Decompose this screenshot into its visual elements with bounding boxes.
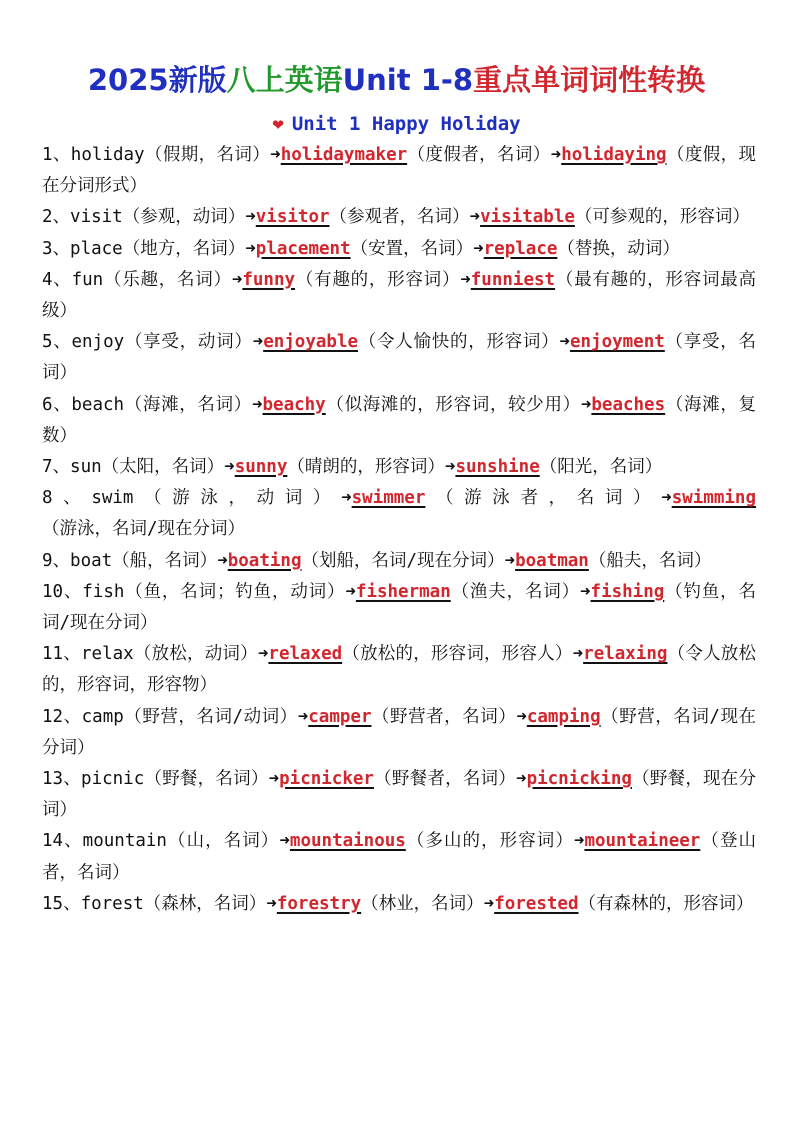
derived-word-note: （野餐，现在分词） [42,769,757,821]
arrow-icon: ➜ [297,706,309,727]
list-item [42,889,756,920]
base-word: 6、beach（海滩，名词） [42,394,252,415]
derived-word-note: （安置，名词） [350,238,474,259]
derived-word-note: （渔夫，名词） [450,581,580,602]
base-word: 4、fun（乐趣，名词） [42,269,232,290]
base-word: 1、holiday（假期，名词） [42,145,271,165]
derived-word-note: （船夫，名词） [588,550,712,571]
derived-word: camper [308,706,372,727]
list-item [42,234,756,265]
derived-word-note: （可参观的，形容词） [574,207,750,228]
derived-word: boatman [515,550,589,571]
arrow-icon: ➜ [516,769,527,790]
derived-word-note: （林业，名词） [361,893,484,914]
arrow-icon: ➜ [444,457,456,478]
base-word: 7、sun（太阳，名词） [42,457,225,478]
arrow-icon: ➜ [473,238,484,259]
derived-word: boating [227,550,302,571]
heart-icon: ❤ [272,113,284,135]
derived-word-note: （阳光，名词） [539,457,663,478]
derived-word: swimming [671,488,756,509]
derived-word-note: （有森林的，形容词） [578,893,754,914]
title-new-edition: 新版 [168,63,227,97]
arrow-icon: ➜ [559,332,570,353]
derived-word: visitable [480,207,575,228]
derived-word-note: （令人愉快的，形容词） [358,332,560,353]
list-item [42,639,756,701]
list-item [42,202,756,233]
derived-word: mountainous [289,831,406,852]
derived-word: sunny [234,457,288,478]
arrow-icon: ➜ [504,550,516,571]
derived-word: forested [494,893,579,914]
base-word: 8、swim（游泳，动词） [42,488,342,509]
derived-word-note: （令人放松的，形容词，形容物） [42,644,757,696]
derived-word: picnicking [526,769,632,790]
list-item [42,390,756,452]
arrow-icon: ➜ [573,831,585,852]
base-word: 11、relax（放松，动词） [42,644,258,665]
arrow-icon: ➜ [460,269,471,290]
arrow-icon: ➜ [550,145,562,165]
base-word: 3、place（地方，名词） [42,238,246,259]
derived-word: sunshine [455,457,540,478]
derived-word: holidaying [561,145,667,165]
derived-word: placement [255,238,351,259]
derived-word: fishing [590,581,665,602]
list-item [42,483,756,545]
derived-word: enjoyment [569,332,665,353]
arrow-icon: ➜ [251,394,263,415]
derived-word-note: （野餐者，名词） [373,769,517,790]
arrow-icon: ➜ [268,769,280,790]
derived-word: funniest [470,269,556,290]
arrow-icon: ➜ [580,394,592,415]
derived-word: picnicker [279,769,374,790]
derived-word-note: （放松的，形容词，形容人） [342,644,573,665]
derived-word-note: （游泳者，名词） [425,488,662,509]
arrow-icon: ➜ [266,893,277,914]
derived-word: funny [242,269,296,290]
base-word: 13、picnic（野餐，名词） [42,769,269,790]
arrow-icon: ➜ [483,893,495,914]
derived-word-note: （参观者，名词） [329,207,470,228]
arrow-icon: ➜ [572,644,584,665]
arrow-icon: ➜ [245,238,256,259]
derived-word-note: （度假，现在分词形式） [42,145,757,197]
list-item [42,452,756,483]
derived-word-note: （钓鱼，名词/现在分词） [42,581,757,634]
arrow-icon: ➜ [516,706,527,727]
list-item [42,265,756,327]
base-word: 14、mountain（山，名词） [42,831,280,852]
derived-word-note: （游泳，名词/现在分词） [42,519,246,540]
arrow-icon: ➜ [231,269,243,290]
arrow-icon: ➜ [469,207,481,228]
list-item [42,764,756,826]
arrow-icon: ➜ [257,644,269,665]
base-word: 15、forest（森林，名词） [42,893,267,914]
derived-word: holidaymaker [280,145,408,165]
derived-word-note: （替换，动词） [557,238,680,259]
base-word: 2、visit（参观，动词） [42,207,246,228]
derived-word: visitor [255,207,330,228]
derived-word: fisherman [355,581,451,602]
list-item [42,702,756,764]
arrow-icon: ➜ [579,581,591,602]
derived-word-note: （登山者，名词） [42,831,757,883]
derived-word-note: （野营，名词/现在分词） [42,706,756,758]
derived-word-note: （晴朗的，形容词） [287,457,445,478]
word-list [42,140,756,920]
arrow-icon: ➜ [217,550,228,571]
derived-word-note: （似海滩的，形容词，较少用） [325,394,581,415]
derived-word: relaxing [583,644,668,665]
base-word: 10、fish（鱼，名词；钓鱼，动词） [42,581,346,602]
derived-word-note: （度假者，名词） [407,145,551,165]
arrow-icon: ➜ [270,145,281,165]
derived-word: beaches [591,394,666,415]
base-word: 5、enjoy（享受，动词） [42,332,253,353]
derived-word: camping [526,706,601,727]
list-item [42,577,756,639]
list-item [42,140,756,202]
page-title [0,60,793,100]
derived-word: beachy [262,394,326,415]
arrow-icon: ➜ [341,488,352,509]
derived-word-note: （多山的，形容词） [405,831,574,852]
derived-word: mountaineer [584,831,701,852]
derived-word-note: （划船，名词/现在分词） [301,550,505,571]
section-heading-text: Unit 1 Happy Holiday [291,113,521,135]
derived-word: enjoyable [263,332,359,353]
list-item [42,546,756,577]
arrow-icon: ➜ [245,207,256,228]
arrow-icon: ➜ [345,581,356,602]
derived-word: replace [483,238,558,259]
arrow-icon: ➜ [661,488,672,509]
section-heading [0,111,793,137]
derived-word-note: （享受，名词） [42,332,757,384]
base-word: 12、camp（野营，名词/动词） [42,706,298,727]
derived-word: relaxed [268,644,343,665]
list-item [42,826,756,888]
base-word: 9、boat（船，名词） [42,550,218,571]
title-grade-subject: 八上英语 [226,63,343,97]
arrow-icon: ➜ [252,332,264,353]
derived-word-note: （野营者，名词） [371,706,517,727]
arrow-icon: ➜ [279,831,290,852]
list-item [42,327,756,389]
derived-word: swimmer [351,488,426,509]
derived-word-note: （海滩，复数） [42,394,757,446]
title-year: 2025 [87,63,169,97]
derived-word-note: （有趣的，形容词） [295,269,461,290]
title-topic: 重点单词词性转换 [473,63,706,97]
derived-word: forestry [276,893,362,914]
arrow-icon: ➜ [224,457,235,478]
title-units: Unit 1-8 [342,63,474,97]
derived-word-note: （最有趣的，形容词最高级） [42,269,756,322]
